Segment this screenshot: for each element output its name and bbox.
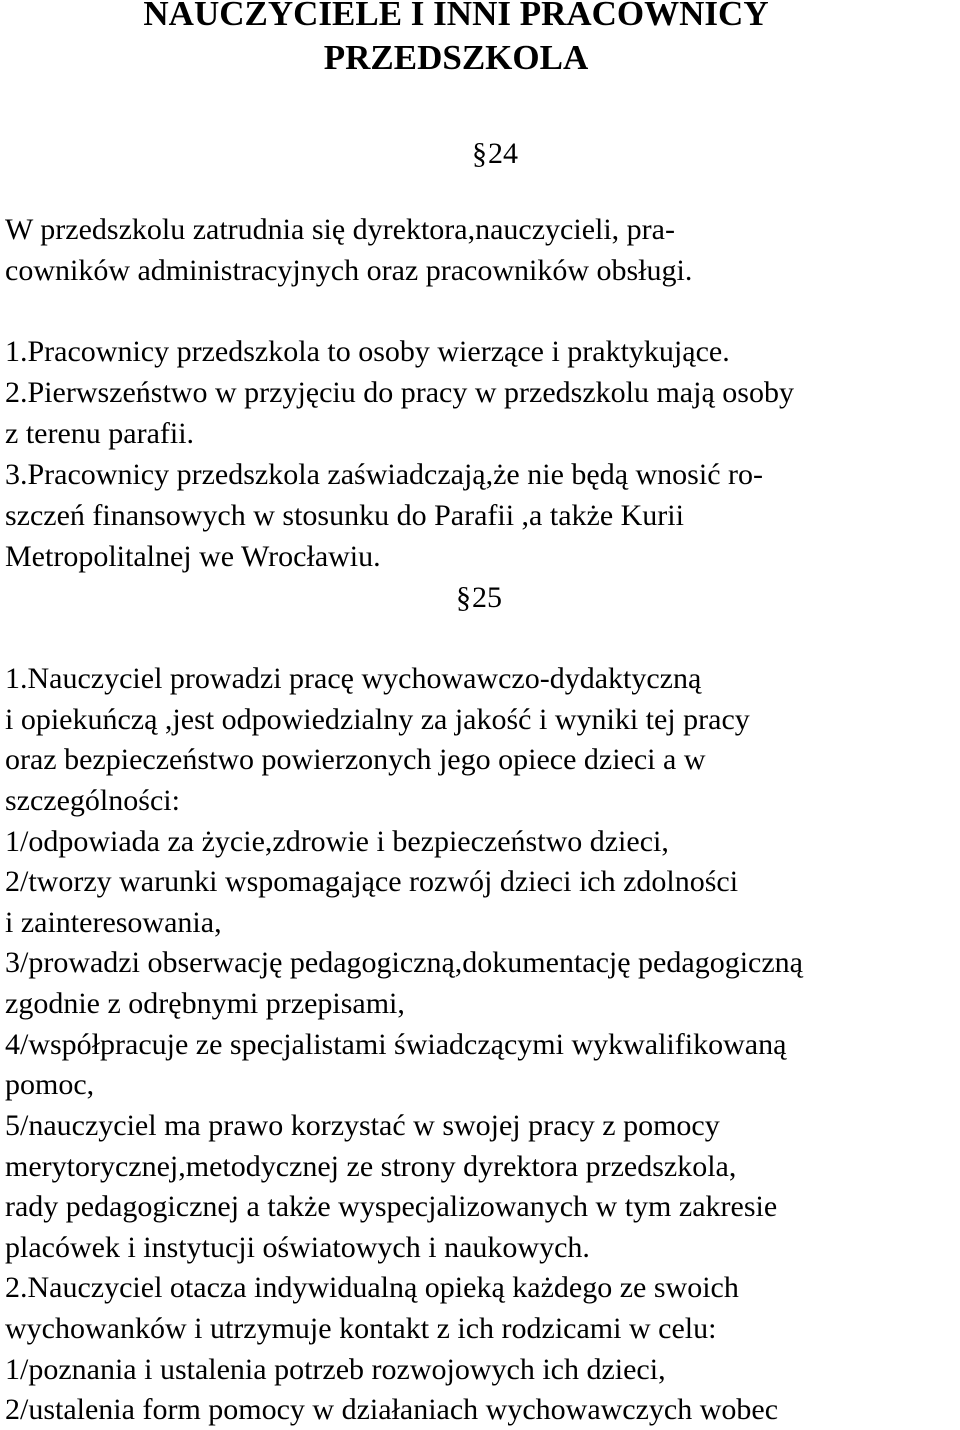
text-line: oraz bezpieczeństwo powierzonych jego opiece dzieci a w [5,743,706,776]
text-line: 3/prowadzi obserwację pedagogiczną,dokumentację pedagogiczną [5,946,803,979]
text-line: szczególności: [5,784,180,817]
text-line: cowników administracyjnych oraz pracowników obsługi. [5,254,693,287]
text-line: Metropolitalnej we Wrocławiu. [5,540,381,573]
text-line: 2/tworzy warunki wspomagające rozwój dzieci ich zdolności [5,865,739,898]
text-line: 4/współpracuje ze specjalistami świadczącymi wykwalifikowaną [5,1028,787,1061]
text-line: z terenu parafii. [5,417,195,450]
text-line: szczeń finansowych w stosunku do Parafii ,a także Kurii [5,499,684,532]
chapter-title-line-1: NAUCZYCIELE I INNI PRACOWNICY [143,0,769,33]
text-line: 1.Nauczyciel prowadzi pracę wychowawczo-dydaktyczną [5,662,702,695]
text-line: zgodnie z odrębnymi przepisami, [5,987,405,1020]
text-line: 1/odpowiada za życie,zdrowie i bezpieczeństwo dzieci, [5,825,669,858]
text-line: 1/poznania i ustalenia potrzeb rozwojowych ich dzieci, [5,1353,666,1386]
text-line: pomoc, [5,1068,95,1101]
text-line: 2/ustalenia form pomocy w działaniach wychowawczych wobec [5,1393,779,1426]
text-line: W przedszkolu zatrudnia się dyrektora,nauczycieli, pra- [5,213,675,246]
section-heading-24 [472,137,518,171]
text-line: 3.Pracownicy przedszkola zaświadczają,że nie będą wnosić ro- [5,458,763,491]
text-line: 2.Nauczyciel otacza indywidualną opieką każdego ze swoich [5,1271,739,1304]
text-line: i zainteresowania, [5,906,222,939]
section-symbol: § [472,137,487,170]
text-line: 1.Pracownicy przedszkola to osoby wierzące i praktykujące. [5,335,730,368]
section-symbol: § [456,581,471,614]
text-line: i opiekuńczą ,jest odpowiedzialny za jakość i wyniki tej pracy [5,703,750,736]
text-line: merytorycznej,metodycznej ze strony dyrektora przedszkola, [5,1150,737,1183]
text-line: placówek i instytucji oświatowych i naukowych. [5,1231,590,1264]
text-line: 2.Pierwszeństwo w przyjęciu do pracy w przedszkolu mają osoby [5,376,794,409]
text-line: 5/nauczyciel ma prawo korzystać w swojej pracy z pomocy [5,1109,720,1142]
section-number: 24 [488,137,518,170]
chapter-title-line-2: PRZEDSZKOLA [323,38,589,77]
section-number: 25 [472,581,502,614]
text-line: rady pedagogicznej a także wyspecjalizowanych w tym zakresie [5,1190,778,1223]
section-heading-25 [456,581,502,615]
text-line: wychowanków i utrzymuje kontakt z ich rodzicami w celu: [5,1312,717,1345]
